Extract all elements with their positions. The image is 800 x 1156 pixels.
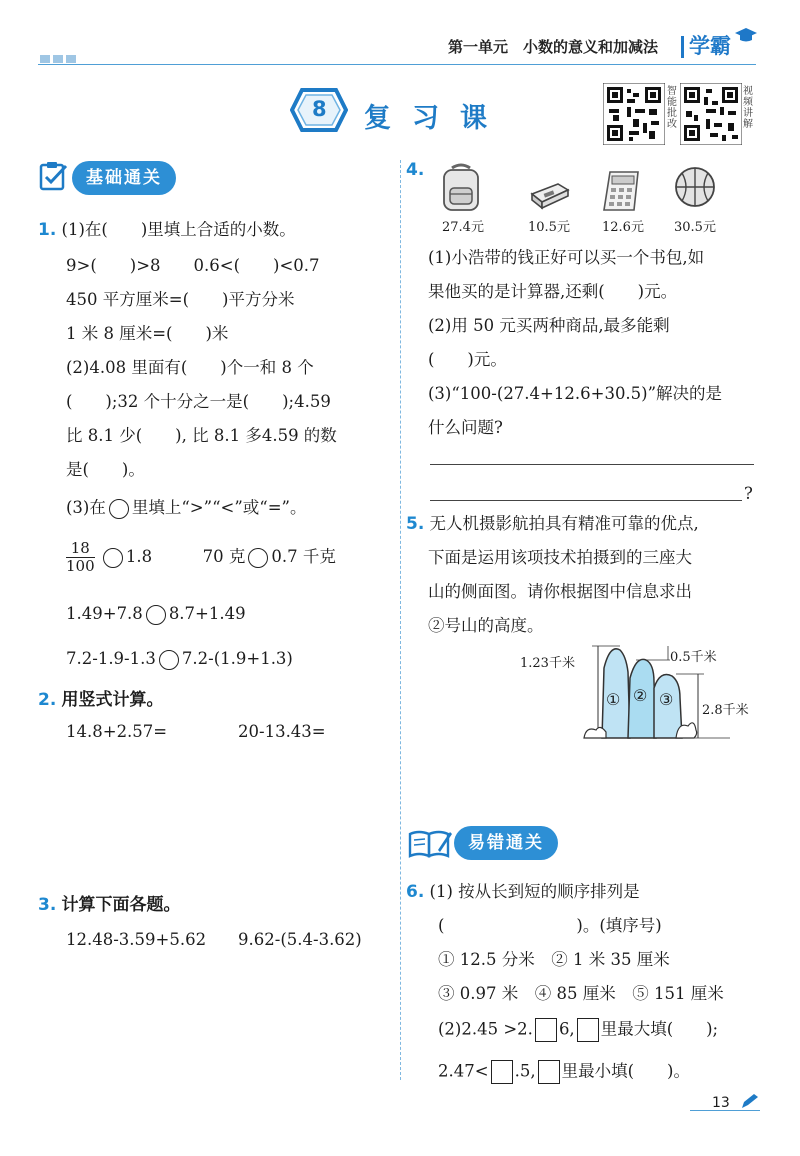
q6-line-1: 6. (1) 按从长到短的顺序排列是 [406,882,640,902]
q1-line-1: 1. (1)在( )里填上合适的小数。 [38,220,296,240]
q4-line-3: (2)用 50 元买两种商品,最多能剩 [428,316,670,335]
price-backpack: 27.4元 [442,220,484,235]
answer-line[interactable] [430,500,742,501]
q6-line-3: ① 12.5 分米 ② 1 米 35 厘米 [438,950,670,969]
page-number: 13 [712,1095,730,1111]
column-divider [400,160,401,1080]
digit-box[interactable] [535,1018,557,1042]
q1-line-5: (2)4.08 里面有( )个一和 8 个 [66,358,314,377]
q4-line-2: 果他买的是计算器,还剩( )元。 [428,282,678,301]
qr-label-smart-grading: 智 能 批 改 [667,86,677,130]
q4-line-1: (1)小浩带的钱正好可以买一个书包,如 [428,248,705,267]
q6-line-5: (2)2.45 >2. 6, 里最大填( ); [438,1018,718,1042]
q1-line-7: 比 8.1 少( ), 比 8.1 多4.59 的数 [66,426,337,445]
mountain-label-2: ② [633,686,648,705]
compare-circle[interactable] [103,548,123,568]
q5-line-1: 5. 无人机摄影航拍具有精准可靠的优点, [406,514,699,534]
q1-line-3: 450 平方厘米=( )平方分米 [66,290,295,309]
height-label-right: 2.8千米 [702,703,749,718]
price-pencil-box: 10.5元 [528,220,570,235]
q4-line-6: 什么问题? [428,418,503,437]
q1-line-4: 1 米 8 厘米=( )米 [66,324,229,343]
fraction: $\frac{18}{100}$ [66,539,95,575]
q1-compare-row-2: 1.49+7.8 8.7+1.49 [66,604,246,623]
q6-line-6: 2.47< .5, 里最小填( )。 [438,1060,690,1084]
q2-expr-1: 14.8+2.57= [66,722,168,741]
q1-line-6: ( );32 个十分之一是( );4.59 [66,392,331,411]
answer-line[interactable] [430,464,754,465]
digit-box[interactable] [491,1060,513,1084]
compare-circle[interactable] [159,650,179,670]
qr-code-video[interactable] [680,83,742,145]
answer-question-mark: ? [744,484,753,503]
q5-line-2: 下面是运用该项技术拍摄到的三座大 [428,548,692,567]
brand-logo: 学霸 [689,34,731,58]
digit-box-ref [577,1018,599,1042]
q4-line-4: ( )元。 [428,350,507,369]
q1-line-8: 是( )。 [66,460,145,479]
lesson-number: 8 [312,97,327,121]
compare-circle-icon [109,499,129,519]
q1-compare-row-3: 7.2-1.9-1.3 7.2-(1.9+1.3) [66,649,293,668]
height-label-left: 1.23千米 [520,656,575,671]
q5-line-4: ②号山的高度。 [428,616,544,635]
brand-divider [681,36,684,58]
q6-line-2: ( )。(填序号) [438,916,662,935]
q3-expr-2: 9.62-(5.4-3.62) [238,930,362,949]
calculator-icon [602,170,642,212]
compare-circle[interactable] [146,605,166,625]
footer-rule [690,1110,760,1111]
q1-number: 1. [38,220,57,240]
basketball-icon [674,166,716,208]
height-label-top: 0.5千米 [670,650,717,665]
graduation-cap-icon [734,26,758,46]
q2-expr-2: 20-13.43= [238,722,326,741]
open-book-pen-icon [408,828,452,858]
q4-number: 4. [406,160,425,180]
q4-line-5: (3)“100-(27.4+12.6+30.5)”解决的是 [428,384,723,403]
digit-box-ref [538,1060,560,1084]
pencil-icon [740,1092,760,1110]
clipboard-check-icon [38,160,70,192]
q1-line-9: (3)在 里填上“>”“<”或“=”。 [66,498,307,517]
lesson-title: 复习课 [364,103,508,134]
q6-line-4: ③ 0.97 米 ④ 85 厘米 ⑤ 151 厘米 [438,984,724,1003]
price-basketball: 30.5元 [674,220,716,235]
pencil-box-icon [528,180,572,210]
q3-expr-1: 12.48-3.59+5.62 [66,930,207,949]
q5-line-3: 山的侧面图。请你根据图中信息求出 [428,582,692,601]
q1-compare-row-1: $\frac{18}{100}$ 1.8 70 克 0.7 千克 [66,539,336,575]
qr-label-video: 视 频 讲 解 [743,86,753,130]
q1-line-2: 9>( )>8 0.6<( )<0.7 [66,256,320,275]
backpack-icon [438,162,484,214]
price-calculator: 12.6元 [602,220,644,235]
unit-title: 第一单元 小数的意义和加减法 [448,38,659,56]
q2-title: 2. 用竖式计算。 [38,690,164,710]
header-rule [38,64,756,65]
section-badge-error-prone: 易错通关 [454,826,558,860]
mountain-label-3: ③ [659,690,674,709]
section-badge-basic: 基础通关 [72,161,176,195]
mountain-label-1: ① [606,690,621,709]
q3-title: 3. 计算下面各题。 [38,895,181,915]
qr-code-smart-grading[interactable] [603,83,665,145]
compare-circle[interactable] [248,548,268,568]
